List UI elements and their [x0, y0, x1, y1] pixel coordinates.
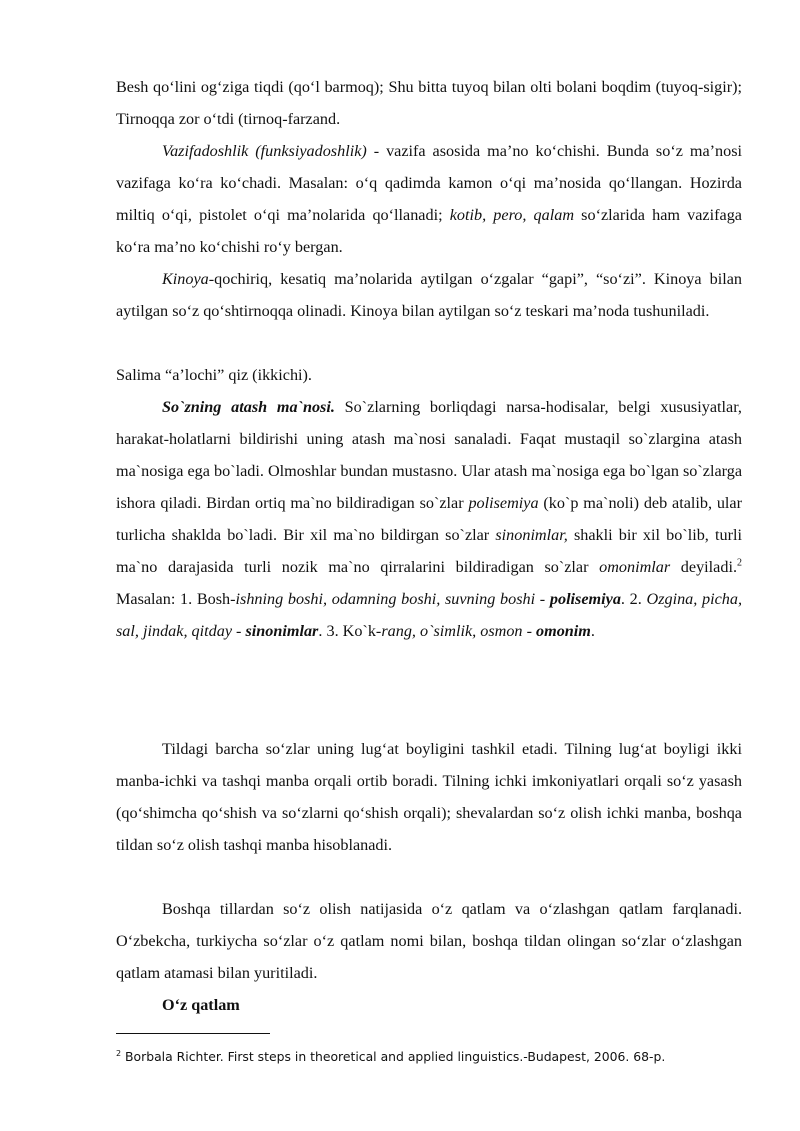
- paragraph-text: Masalan: 1. Bosh-: [116, 590, 236, 608]
- paragraph-metonymy-examples: [116, 71, 742, 135]
- section-heading-oz-qatlam: O‘z qatlam: [162, 996, 240, 1014]
- term-vazifadoshlik: Vazifadoshlik (funksiyadoshlik): [162, 142, 367, 160]
- example-phrase: ishning boshi, odamning boshi, suvning boshi: [235, 590, 536, 608]
- paragraph-kinoya: [116, 263, 742, 327]
- example-phrase: rang, o`simlik, osmon: [381, 622, 523, 640]
- paragraph-text: -: [232, 622, 246, 640]
- paragraph-text: Boshqa tillardan so‘z olish natijasida o‘z qatlam va o‘zlashgan qatlam farqlanadi. O‘zbekcha, turkiycha so‘zlar o‘z qatlam nomi bilan, boshqa tildan olingan so‘zlar o‘zlashgan qatlam atamasi bilan yuritiladi.: [116, 900, 742, 982]
- footnote-text: Borbala Richter. First steps in theoretical and applied linguistics.-Budapest, 2006. 68-p.: [121, 1049, 666, 1065]
- paragraph-vazifadoshlik: [116, 135, 742, 263]
- label-sinonimlar: sinonimlar: [245, 622, 319, 640]
- example-sentence: [116, 359, 312, 391]
- paragraph-text: So`zlarning borliqdagi narsa-hodisalar, belgi xususiyatlar, harakat-holatlarni bildirishi uning atash ma`nosi sanaladi. Faqat mustaqil so`zlargina atash ma`nosiga ega bo`ladi. Olmoshlar bundan mustasno. Ular atash ma`nosiga ega bo`lgan so`zlarga ishora qiladi. Birdan ortiq ma`no bildiradigan so`zlar: [116, 398, 742, 512]
- paragraph-text: -: [522, 622, 537, 640]
- paragraph-text: . 2.: [620, 590, 647, 608]
- term-polisemiya: polisemiya: [468, 494, 539, 512]
- footnote-reference[interactable]: 2: [737, 557, 742, 569]
- label-polisemiya: polisemiya: [549, 590, 621, 608]
- paragraph-text: so‘zlarida ham vazifaga ko‘ra ma’no ko‘chishi ro‘y bergan.: [116, 206, 742, 256]
- term-kinoya: Kinoya: [162, 270, 209, 288]
- paragraph-text: deyiladi.: [670, 558, 737, 576]
- footnote-mark: 2: [116, 1049, 122, 1059]
- paragraph-atash-manosi: [116, 391, 742, 647]
- paragraph-text: . 3. Ko`k-: [318, 622, 382, 640]
- paragraph-qatlamlar: [116, 893, 742, 989]
- term-omonimlar: omonimlar: [599, 558, 671, 576]
- paragraph-text: (ko`p ma`noli) deb atalib, ular turlicha shaklda bo`ladi. Bir xil ma`no bildirgan so`zlar: [116, 494, 743, 544]
- paragraph-text: Besh qo‘lini og‘ziga tiqdi (qo‘l barmoq); Shu bitta tuyoq bilan olti bolani boqdim (tuyoq-sigir); Tirnoqqa zor o‘tdi (tirnoq-farzand.: [116, 78, 742, 128]
- section-heading-atash-manosi: So`zning atash ma`nosi.: [162, 398, 335, 416]
- footnote: [116, 1048, 665, 1066]
- paragraph-text: -qochiriq, kesatiq ma’nolarida aytilgan o‘zgalar “gapi”, “so‘zi”. Kinoya bilan aytilgan so‘z qo‘shtirnoqqa olinadi. Kinoya bilan aytilgan so‘z teskari ma’noda tushuniladi.: [116, 270, 742, 320]
- paragraph-lugat-boyligi: [116, 733, 742, 861]
- paragraph-text: shakli bir xil bo`lib, turli ma`no darajasida turli nozik ma`no qirralarini bildiradigan so`zlar: [116, 526, 742, 576]
- paragraph-text: Salima “a’lochi” qiz (ikkichi).: [116, 366, 312, 384]
- paragraph-text: -: [535, 590, 550, 608]
- paragraph-text: - vazifa asosida ma’no ko‘chishi. Bunda so‘z ma’nosi vazifaga ko‘ra ko‘chadi. Masalan: o‘q qadimda kamon o‘qi ma’nosida qo‘llangan. Hozirda miltiq o‘qi, pistolet o‘qi ma’nolarida qo‘llanadi;: [116, 142, 743, 224]
- example-words: kotib, pero, qalam: [449, 206, 575, 224]
- term-sinonimlar: sinonimlar,: [495, 526, 568, 544]
- paragraph-text: .: [590, 622, 595, 640]
- footnote-divider: [116, 1033, 270, 1034]
- example-phrase: Ozgina, picha, sal, jindak, qitday: [116, 590, 743, 640]
- paragraph-text: Tildagi barcha so‘zlar uning lug‘at boyligini tashkil etadi. Tilning lug‘at boyligi ikki manba-ichki va tashqi manba orqali ortib boradi. Tilning ichki imkoniyatlari orqali so‘z yasash (qo‘shimcha qo‘shish va so‘zlarni qo‘shish orqali); shevalardan so‘z olish ichki manba, boshqa tildan so‘z olish tashqi manba hisoblanadi.: [116, 740, 742, 854]
- label-omonim: omonim: [536, 622, 591, 640]
